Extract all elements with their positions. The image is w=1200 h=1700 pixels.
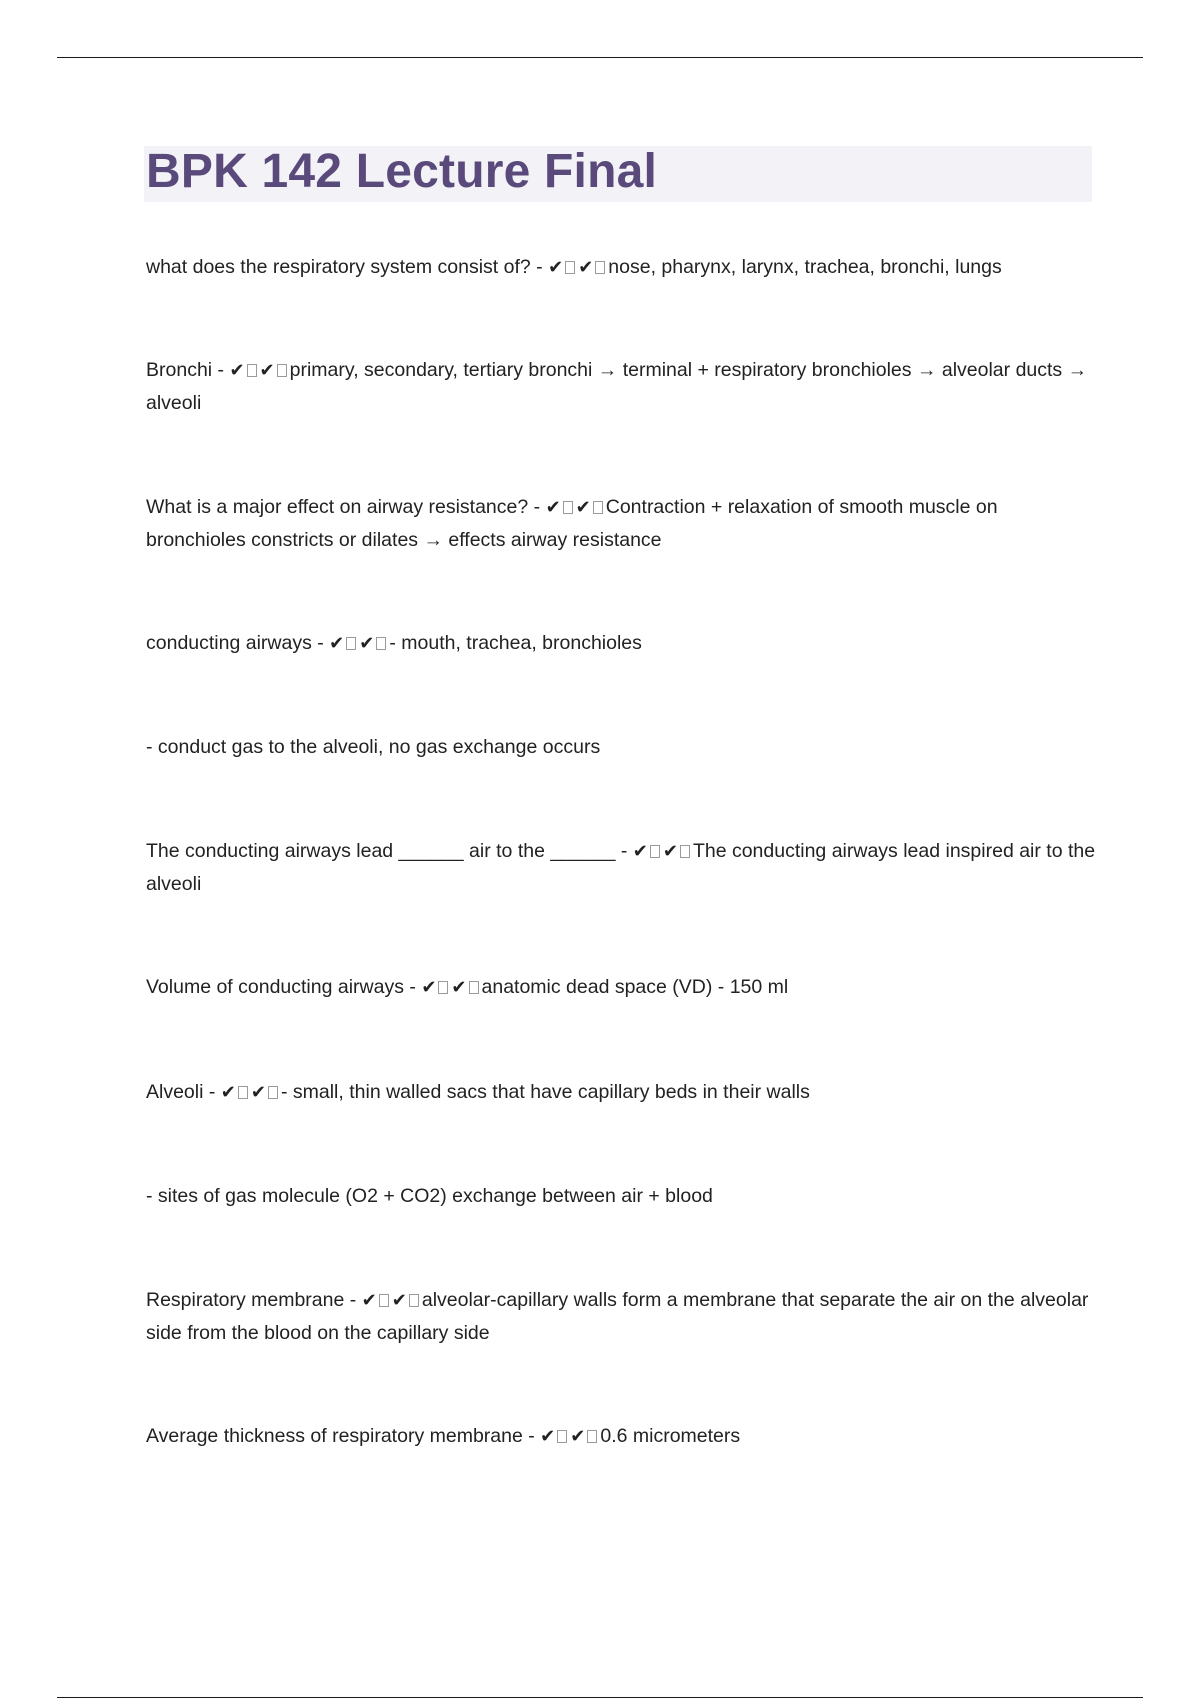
- entry-definition: - small, thin walled sacs that have capillary beds in their walls: [280, 1081, 810, 1103]
- flashcard-entry: [146, 1076, 1096, 1109]
- flashcard-entry: [146, 354, 1096, 419]
- check-icon: ✔: [391, 1290, 407, 1311]
- box-icon: [557, 1430, 567, 1443]
- entry-term: The conducting airways lead ______ air to the ______ -: [146, 840, 633, 862]
- entry-term: conducting airways -: [146, 632, 330, 654]
- entry-term: Volume of conducting airways -: [146, 976, 422, 998]
- page-title: BPK 142 Lecture Final: [146, 145, 658, 198]
- box-icon: [680, 845, 690, 858]
- check-icon: ✔: [359, 633, 375, 654]
- box-icon: [379, 1294, 389, 1307]
- check-icon: ✔: [632, 841, 648, 862]
- flashcard-continuation: - conduct gas to the alveoli, no gas exchange occurs: [146, 736, 601, 758]
- flashcard-entry: [146, 627, 1096, 660]
- check-icon: ✔: [421, 977, 437, 998]
- check-icon: ✔: [575, 497, 591, 518]
- box-icon: [563, 501, 573, 514]
- check-icon: ✔: [361, 1290, 377, 1311]
- box-icon: [438, 981, 448, 994]
- check-icon: ✔: [570, 1426, 586, 1447]
- entry-term: Bronchi -: [146, 359, 230, 381]
- flashcard-entry: [146, 971, 1096, 1004]
- check-icon: ✔: [329, 633, 345, 654]
- box-icon: [346, 637, 356, 650]
- box-icon: [469, 981, 479, 994]
- top-rule: [57, 57, 1143, 58]
- entry-term: Respiratory membrane -: [146, 1289, 362, 1311]
- box-icon: [593, 501, 603, 514]
- check-icon: ✔: [548, 257, 564, 278]
- box-icon: [595, 261, 605, 274]
- check-icon: ✔: [578, 257, 594, 278]
- entry-term: Alveoli -: [146, 1081, 221, 1103]
- check-icon: ✔: [220, 1082, 236, 1103]
- flashcard-entry: [146, 491, 1096, 556]
- entry-term: what does the respiratory system consist of? -: [146, 256, 549, 278]
- entry-definition: anatomic dead space (VD) - 150 ml: [481, 976, 789, 998]
- check-icon: ✔: [451, 977, 467, 998]
- box-icon: [565, 261, 575, 274]
- flashcard-entry: [146, 251, 1096, 284]
- bottom-rule: [57, 1697, 1143, 1698]
- entry-definition: 0.6 micrometers: [600, 1425, 741, 1447]
- box-icon: [650, 845, 660, 858]
- flashcard-entry: [146, 1420, 1096, 1453]
- flashcard-entry: [146, 835, 1096, 900]
- box-icon: [268, 1086, 278, 1099]
- box-icon: [376, 637, 386, 650]
- entry-definition: primary, secondary, tertiary bronchi → terminal + respiratory bronchioles → alveolar ducts → alveoli: [146, 359, 1088, 414]
- check-icon: ✔: [545, 497, 561, 518]
- check-icon: ✔: [662, 841, 678, 862]
- entry-definition: alveolar-capillary walls form a membrane that separate the air on the alveolar side from the blood on the capillary side: [146, 1289, 1089, 1344]
- entry-definition: nose, pharynx, larynx, trachea, bronchi, lungs: [608, 256, 1002, 278]
- box-icon: [247, 364, 257, 377]
- entry-definition: - mouth, trachea, bronchioles: [389, 632, 642, 654]
- check-icon: ✔: [540, 1426, 556, 1447]
- check-icon: ✔: [250, 1082, 266, 1103]
- entry-definition: The conducting airways lead inspired air to the alveoli: [146, 840, 1096, 895]
- check-icon: ✔: [259, 360, 275, 381]
- entry-term: What is a major effect on airway resistance? -: [146, 496, 546, 518]
- flashcard-entry: [146, 1284, 1096, 1349]
- flashcard-continuation: - sites of gas molecule (O2 + CO2) exchange between air + blood: [146, 1185, 713, 1207]
- entry-definition: Contraction + relaxation of smooth muscle on bronchioles constricts or dilates → effects airway resistance: [146, 496, 998, 551]
- check-icon: ✔: [229, 360, 245, 381]
- box-icon: [409, 1294, 419, 1307]
- box-icon: [238, 1086, 248, 1099]
- box-icon: [587, 1430, 597, 1443]
- entry-term: Average thickness of respiratory membrane -: [146, 1425, 541, 1447]
- box-icon: [277, 364, 287, 377]
